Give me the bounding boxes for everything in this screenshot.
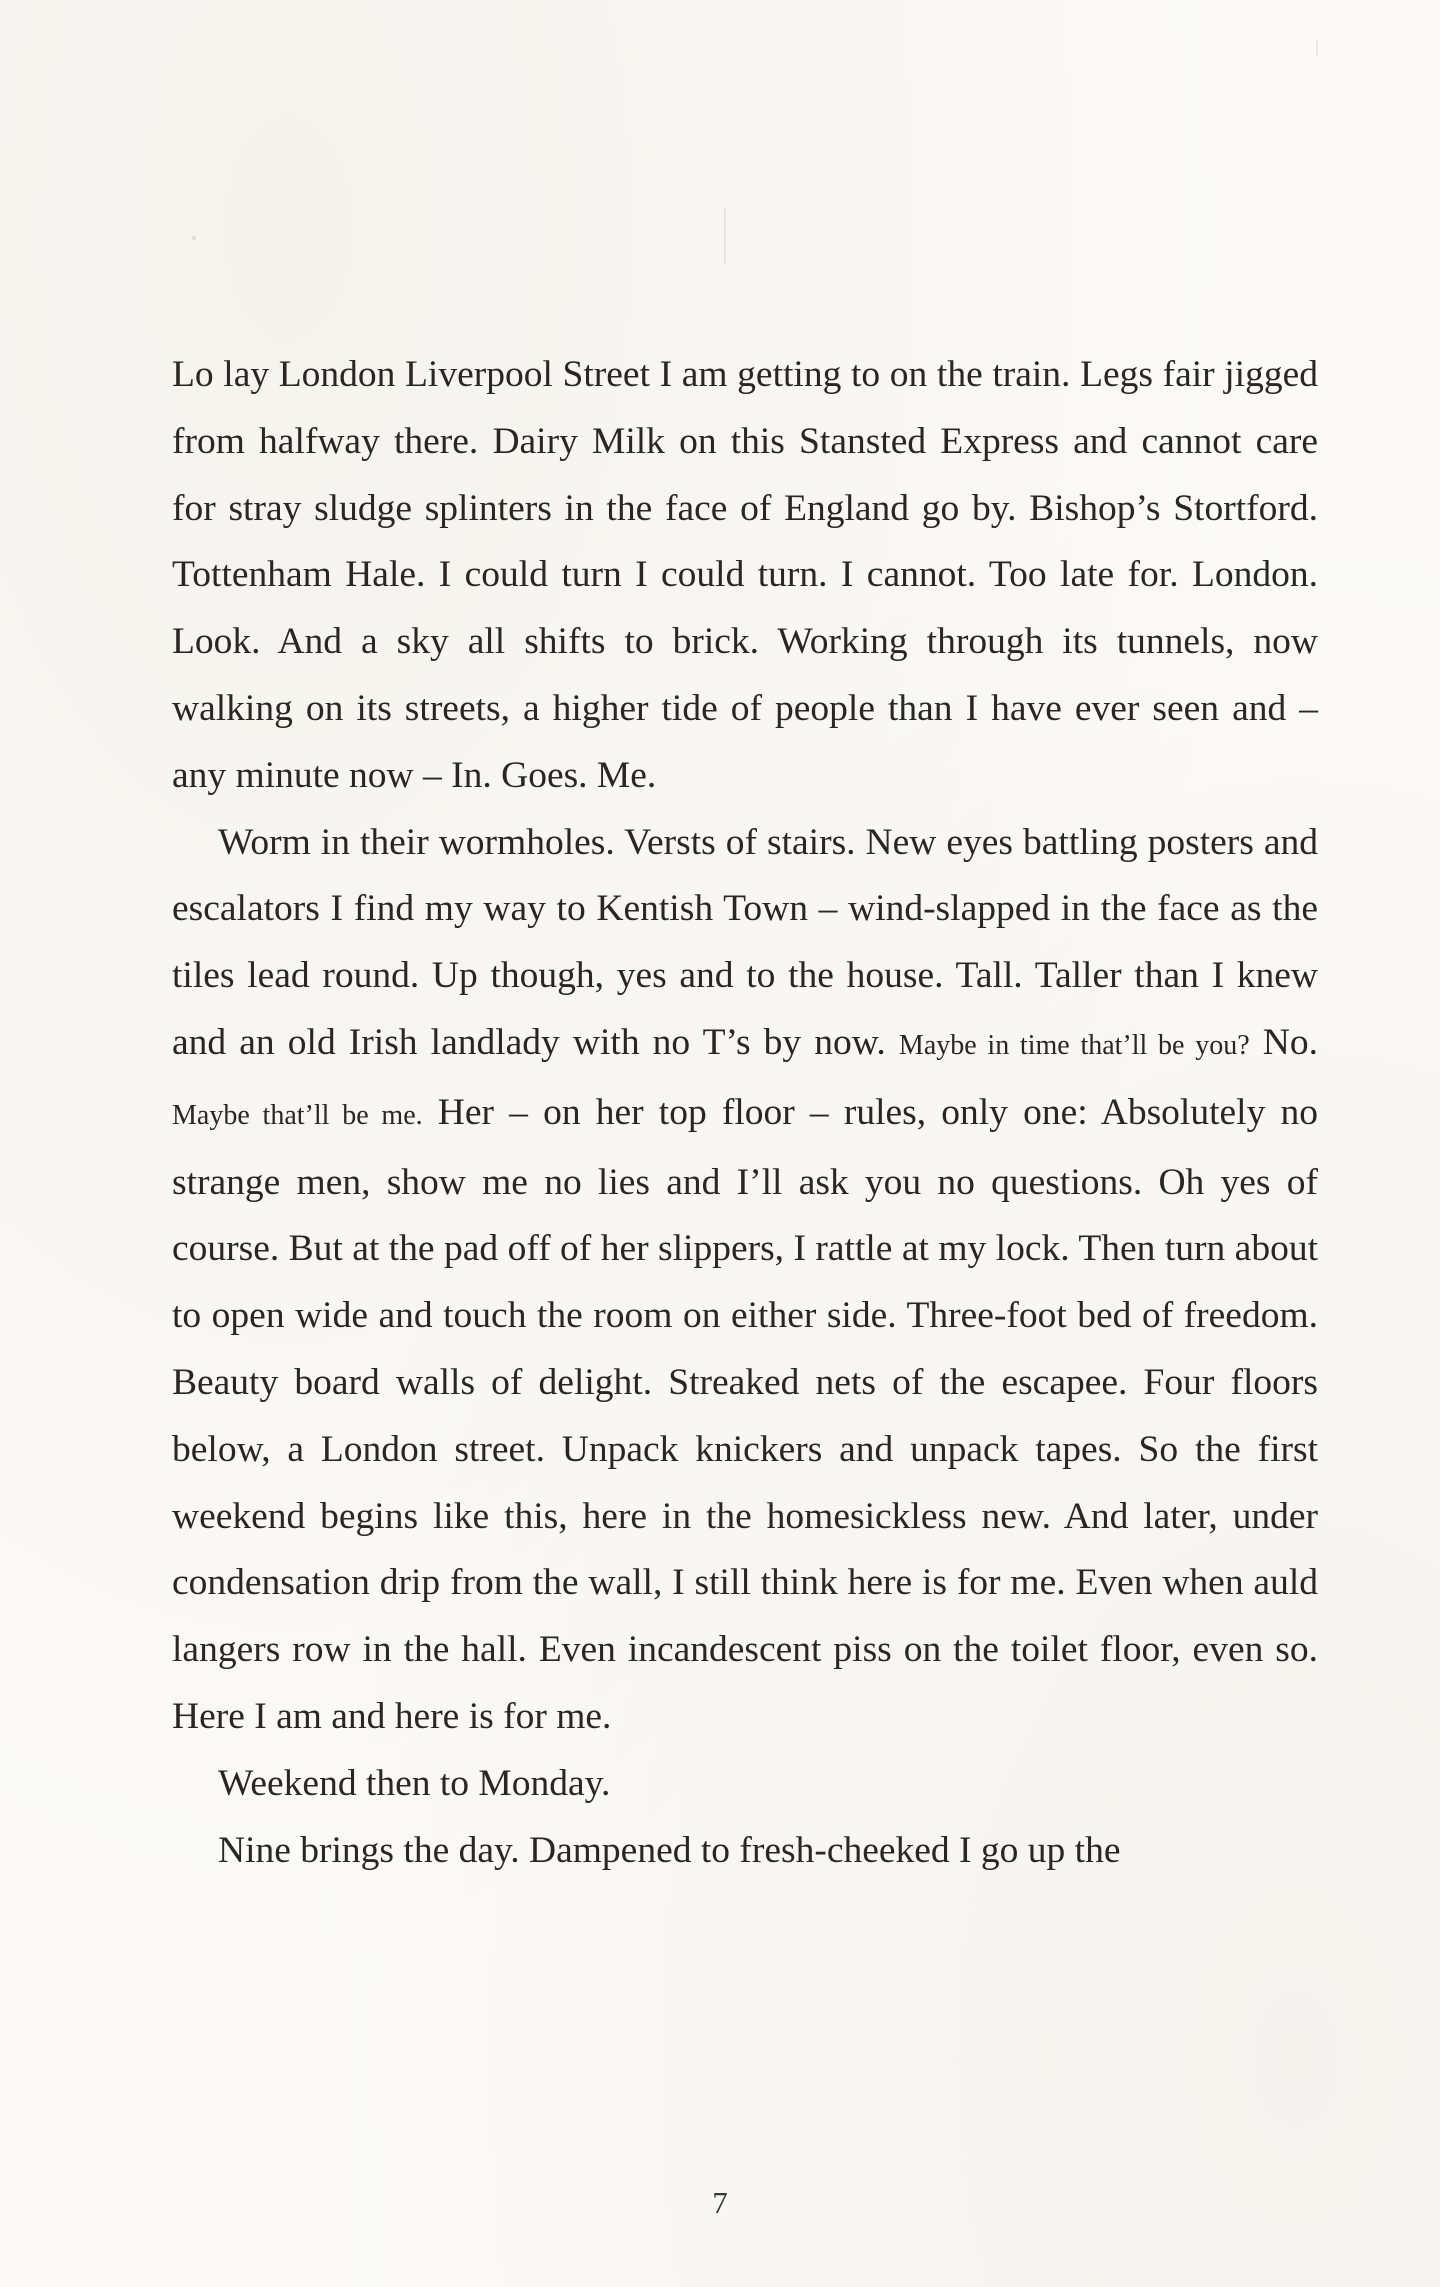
paragraph-4: Nine brings the day. Dampened to fresh-cheeked I go up the: [218, 1829, 1121, 1871]
paragraph-2-text-before: Worm in their wormholes. Versts of stairs. New eyes battling posters and escalators I find my way to Kentish Town – wind-slapped in the face as the tiles lead round. Up though, yes and to the house. Tall. Taller than I knew and an old Irish landlady with no T’s by now.: [172, 821, 1318, 1063]
small-caps-phrase-1: Maybe in time that’ll be you?: [898, 1029, 1250, 1061]
paper-blemish: [1316, 40, 1318, 56]
paper-blemish: [724, 208, 726, 264]
page-number: 7: [712, 2185, 728, 2220]
paragraph-1: Lo lay London Liverpool Street I am getting to on the train. Legs fair jigged from halfway there. Dairy Milk on this Stansted Express and cannot care for stray sludge splinters in the face of England go by. Bishop’s Stortford. Tottenham Hale. I could turn I could turn. I cannot. Too late for. London. Look. And a sky all shifts to brick. Working through its tunnels, now walking on its streets, a higher tide of people than I have ever seen and – any minute now – In. Goes. Me.: [172, 354, 1318, 796]
paragraph-3: Weekend then to Monday.: [218, 1762, 611, 1804]
paragraph-2-text-middle: No.: [1249, 1021, 1318, 1063]
paragraph-2: [172, 810, 1318, 1751]
small-caps-phrase-2: Maybe that’ll be me.: [172, 1099, 423, 1131]
paragraph-2-text-after: Her – on her top floor – rules, only one: Absolutely no strange men, show me no lies and I’ll ask you no questions. Oh yes of course. But at the pad off of her slippers, I rattle at my lock. Then turn about to open wide and touch the room on either side. Three-foot bed of freedom. Beauty board walls of delight. Streaked nets of the escapee. Four floors below, a London street. Unpack knickers and unpack tapes. So the first weekend begins like this, here in the homesickless new. And later, under condensation drip from the wall, I still think here is for me. Even when auld langers row in the hall. Even incandescent piss on the toilet floor, even so. Here I am and here is for me.: [172, 1091, 1318, 1737]
body-text: [172, 342, 1318, 1884]
paper-blemish: [192, 236, 196, 240]
